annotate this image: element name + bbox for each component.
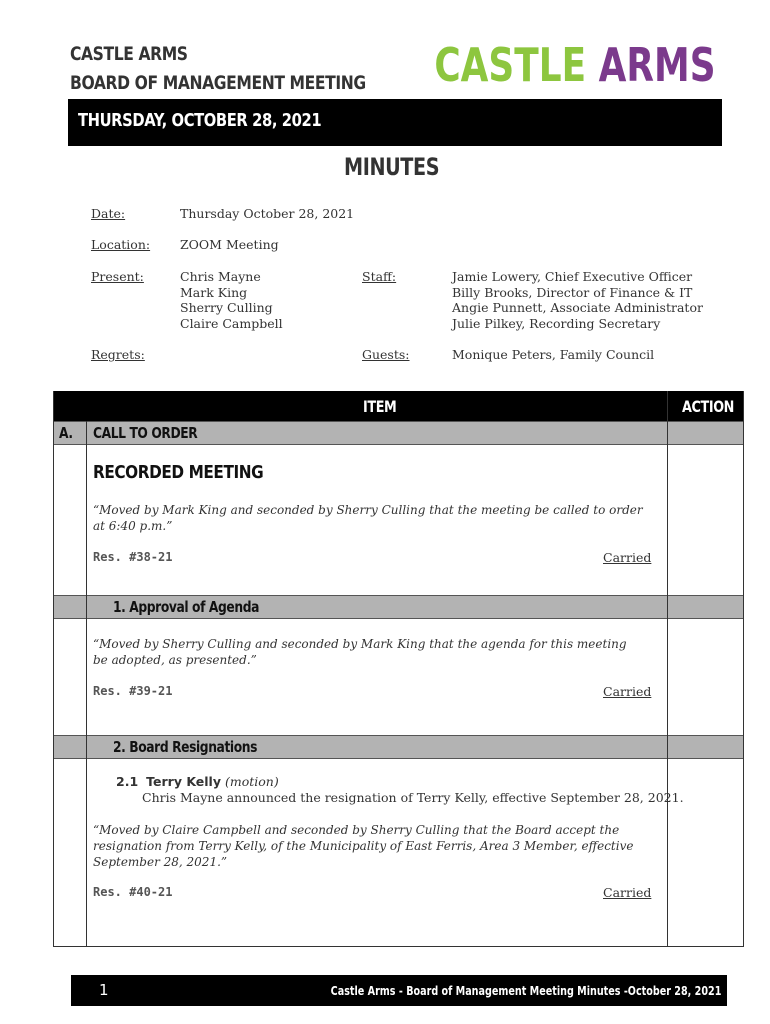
logo-word-castle: CASTLE [434,38,587,92]
page-title: MINUTES [344,153,440,181]
action-col-divider [667,391,668,947]
recorded-resolution: Res. #38-21 [93,550,173,564]
logo-word-arms: ARMS [599,38,716,92]
item2-sub-text: Chris Mayne announced the resignation of Terry Kelly, effective September 28, 2021. [142,790,684,805]
section-a-title: CALL TO ORDER [93,424,198,442]
recorded-motion-quote: “Moved by Mark King and seconded by Sherry Culling that the meeting be called to order at 6:40 p.m.” [93,503,643,533]
page-footer [71,975,727,1006]
present-member: Mark King [180,284,248,300]
page-number: 1 [99,981,109,999]
item2-title: 2. Board Resignations [113,738,258,756]
location-label: Location: [91,237,151,252]
date-banner-text: THURSDAY, OCTOBER 28, 2021 [78,110,322,131]
guests-label: Guests: [362,347,410,362]
item2-sub-name: Terry Kelly [146,774,221,789]
footer-text: Castle Arms - Board of Management Meeting Minutes -October 28, 2021 [330,984,721,998]
guests-value: Monique Peters, Family Council [452,347,655,362]
table-col-divider [86,421,87,947]
present-label: Present: [91,269,144,284]
item1-motion-quote: “Moved by Sherry Culling and seconded by Mark King that the agenda for this meeting be adopted, as presented.” [93,637,627,667]
regrets-label: Regrets: [91,347,145,362]
item1-title: 1. Approval of Agenda [113,598,259,616]
staff-list [452,269,703,331]
table-border-left [53,391,54,947]
item2-subitem [116,774,279,789]
present-member: Sherry Culling [180,300,273,315]
recorded-status: Carried [603,550,652,565]
castle-arms-logo [435,38,716,92]
action-column-header: ACTION [682,397,734,416]
table-border-bottom [53,946,744,947]
item2-resolution: Res. #40-21 [93,885,173,899]
date-banner [68,99,722,146]
staff-member: Jamie Lowery, Chief Executive Officer [452,269,693,284]
present-list [180,269,283,331]
meeting-name: BOARD OF MANAGEMENT MEETING [70,72,366,94]
item2-status: Carried [603,885,652,900]
staff-member: Billy Brooks, Director of Finance & IT [452,284,693,300]
date-label: Date: [91,206,126,221]
date-value: Thursday October 28, 2021 [180,206,355,221]
table-border-right [743,391,744,947]
item1-status: Carried [603,684,652,699]
item2-sub-note: (motion) [224,774,279,789]
staff-member: Angie Punnett, Associate Administrator [452,300,703,315]
org-name: CASTLE ARMS [70,43,188,65]
item1-resolution: Res. #39-21 [93,684,173,698]
section-a-letter: A. [59,424,73,442]
present-member: Chris Mayne [180,269,261,284]
item-column-header: ITEM [363,397,397,416]
org-heading [70,40,366,98]
staff-label: Staff: [362,269,397,284]
recorded-meeting-title: RECORDED MEETING [93,462,264,483]
present-member: Claire Campbell [180,315,283,331]
table-header [53,391,744,421]
staff-member: Julie Pilkey, Recording Secretary [452,315,661,331]
item2-motion-quote: “Moved by Claire Campbell and seconded by Sherry Culling that the Board accept the resignation from Terry Kelly, of the Municipality of East Ferris, Area 3 Member, effective September 28, 2021.” [93,823,634,869]
item2-sub-number: 2.1 [116,774,139,789]
location-value: ZOOM Meeting [180,237,279,252]
